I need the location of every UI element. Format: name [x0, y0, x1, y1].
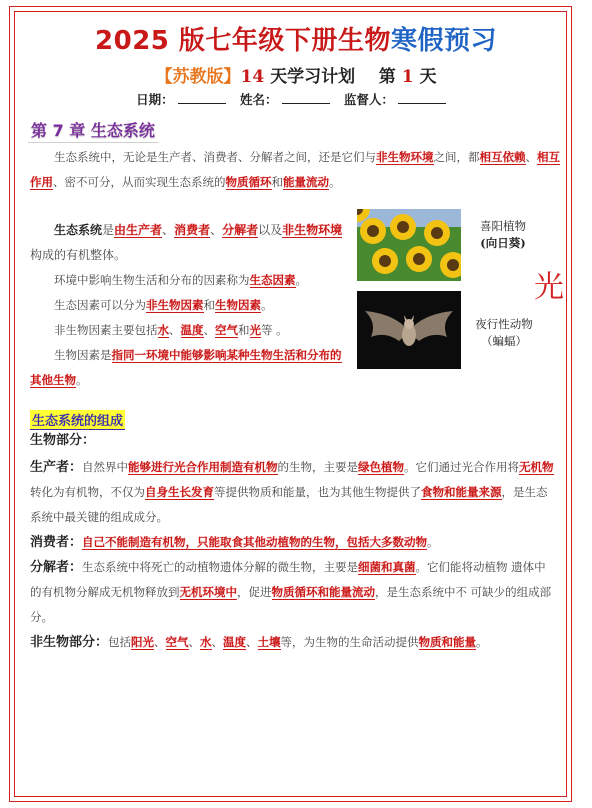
date-label: 日期： — [136, 92, 174, 107]
producer-paragraph: 生产者：自然界中能够进行光合作用制造有机物的生物，主要是绿色植物。它们通过光合作用将无机物转化为有机物，不仅为自身生长发育等提供物质和能量，也为其他生物提供了食物和能量来源，是生态系统中最关键的组成成分。 — [30, 460, 554, 524]
bat-icon — [357, 291, 461, 369]
factors-line-2: 生态因素可以分为非生物因素和生物因素。 — [54, 298, 273, 312]
date-field[interactable] — [178, 91, 226, 104]
study-plan-subtitle: 【苏教版】14 天学习计划 第 1 天 — [155, 67, 437, 87]
sunflower-icon — [357, 209, 461, 281]
supervisor-field[interactable] — [398, 91, 446, 104]
sunflower-image — [357, 209, 461, 281]
factors-line-1: 环境中影响生物生活和分布的因素称为生态因素。 — [54, 273, 307, 287]
name-label: 姓名： — [239, 92, 278, 107]
info-fields — [0, 90, 592, 108]
chapter-title: 第 7 章 生态系统 — [28, 117, 158, 143]
decomposer-paragraph: 分解者：生态系统中将死亡的动植物遗体分解的微生物，主要是细菌和真菌。它们能将动植物 遗体中的有机物分解成无机物释放到无机环境中，促进物质循环和能量流动，是生态系统中不 可缺少的组成部分。 — [30, 560, 552, 624]
light-character: 光 — [534, 270, 564, 305]
page-title: 2025 版七年级下册生物寒假预习 — [95, 26, 497, 56]
composition-section-title: 生态系统的组成 — [30, 410, 125, 430]
bat-caption: 夜行性动物 （蝙蝠） — [475, 317, 533, 348]
ecosystem-definition: 生态系统是由生产者、消费者、分解者以及非生物环境构成的有机整体。 — [30, 223, 343, 262]
consumer-paragraph: 消费者：自己不能制造有机物，只能取食其他动植物的生物，包括大多数动物。 — [30, 535, 439, 550]
abiotic-paragraph: 非生物部分：包括阳光、空气、水、温度、土壤等，为生物的生命活动提供物质和能量。 — [30, 635, 488, 650]
bat-image — [357, 291, 461, 369]
day-number: 1 — [401, 67, 414, 87]
factors-line-3: 非生物因素主要包括水、温度、空气和光等 。 — [54, 323, 288, 337]
factors-line-4: 生物因素是指同一环境中能够影响某种生物生活和分布的其他生物。 — [30, 348, 342, 387]
bio-part-heading: 生物部分： — [30, 433, 96, 448]
sunflower-caption: 喜阳植物 (向日葵) — [480, 219, 526, 250]
edition-label: 【苏教版】 — [155, 67, 241, 87]
intro-paragraph: 生态系统中，无论是生产者、消费者、分解者之间，还是它们与非生物环境之间，都相互依赖、相互作用、密不可分，从而实现生态系统的物质循环和能量流动。 — [30, 150, 560, 189]
name-field[interactable] — [282, 91, 330, 104]
supervisor-label: 监督人： — [343, 92, 394, 107]
